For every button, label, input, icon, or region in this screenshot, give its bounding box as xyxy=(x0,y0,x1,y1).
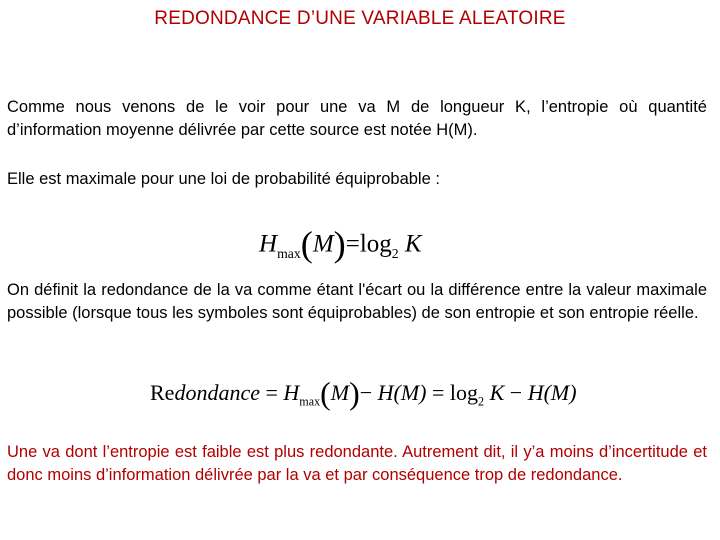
symbol-k: K xyxy=(489,380,505,406)
symbol-m: M xyxy=(312,230,334,258)
symbol-k: K xyxy=(404,230,422,258)
paragraph-conclusion: Une va dont l’entropie est faible est plus redondante. Autrement dit, il y’a moins d’incertitude et donc moins d’information délivrée par la va et par conséquence trop de redondance. xyxy=(7,443,707,484)
log-function: log xyxy=(449,380,479,406)
minus-sign-2: − xyxy=(504,380,528,406)
right-paren: ) xyxy=(333,224,346,264)
equals-sign-2: = xyxy=(426,380,450,406)
page-title: REDONDANCE D’UNE VARIABLE ALEATOIRE xyxy=(154,8,566,29)
equals-sign: = xyxy=(345,230,360,258)
symbol-h-2: H xyxy=(377,380,394,406)
formula-hmax xyxy=(259,226,422,262)
log-function: log xyxy=(359,230,392,258)
subscript-max: max xyxy=(277,245,301,261)
redundancy-prefix: Re xyxy=(150,380,175,406)
minus-sign-1: − xyxy=(359,380,373,406)
symbol-m-2: (M) xyxy=(393,380,427,406)
symbol-m: M xyxy=(330,380,350,406)
left-paren: ( xyxy=(320,376,331,411)
paragraph-entropy-definition: Comme nous venons de le voir pour une va M de longueur K, l’entropie où quantité d’information moyenne délivrée par cette source est notée H(M). xyxy=(7,98,707,139)
symbol-h-3: H xyxy=(527,380,544,406)
subscript-max: max xyxy=(299,394,321,409)
left-paren: ( xyxy=(300,224,313,264)
symbol-m-3: (M) xyxy=(543,380,577,406)
log-base: 2 xyxy=(391,245,399,261)
formula-redundancy xyxy=(150,378,577,410)
symbol-h: H xyxy=(283,380,300,406)
redundancy-suffix: dondance xyxy=(174,380,260,406)
symbol-h: H xyxy=(259,230,278,258)
equals-sign-1: = xyxy=(259,380,284,406)
right-paren: ) xyxy=(349,376,360,411)
log-base: 2 xyxy=(478,394,485,409)
paragraph-max-entropy: Elle est maximale pour une loi de probabilité équiprobable : xyxy=(7,170,440,188)
paragraph-redundancy-definition: On définit la redondance de la va comme étant l'écart ou la différence entre la valeur maximale possible (lorsque tous les symboles sont équiprobables) de son entropie et son entropie réelle. xyxy=(7,281,707,322)
